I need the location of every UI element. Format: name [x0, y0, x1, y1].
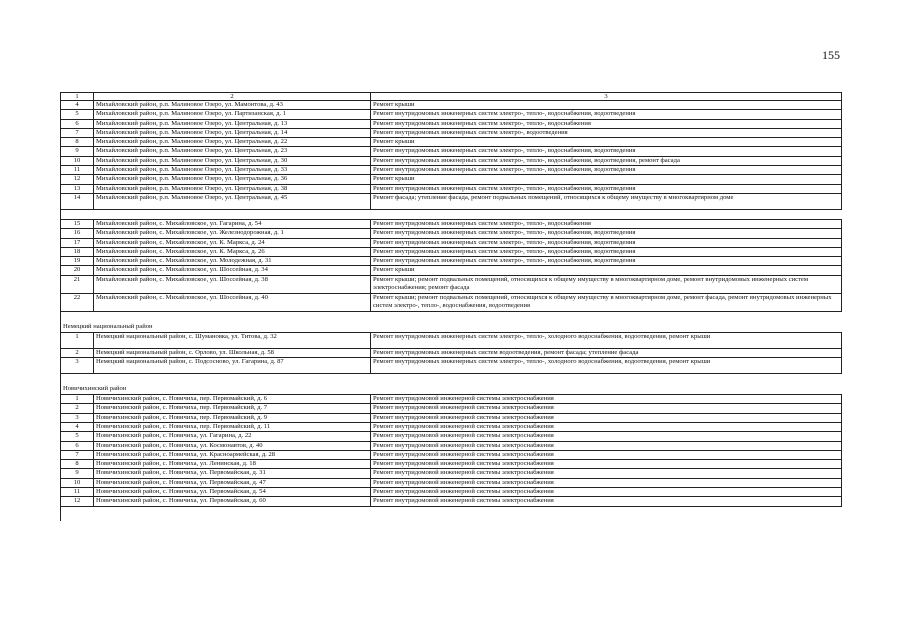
row-work-type: Ремонт крыши [371, 101, 842, 110]
row-number: 18 [61, 247, 94, 256]
row-address: Новичихинский район, с. Новичиха, ул. Первомайская, д. 31 [94, 469, 371, 478]
table-row [61, 275, 842, 293]
row-work-type: Ремонт внутридомовой инженерной системы электроснабжения [371, 441, 842, 450]
table-row [61, 358, 842, 374]
row-address: Новичихинский район, с. Новичиха, ул. Первомайская, д. 47 [94, 478, 371, 487]
row-address: Новичихинский район, с. Новичиха, пер. Первомайский, д. 9 [94, 413, 371, 422]
row-work-type: Ремонт внутридомовой инженерной системы электроснабжения [371, 404, 842, 413]
row-address: Новичихинский район, с. Новичиха, пер. Первомайский, д. 7 [94, 404, 371, 413]
row-number: 11 [61, 488, 94, 497]
row-number: 15 [61, 219, 94, 228]
row-work-type: Ремонт внутридомовой инженерной системы электроснабжения [371, 460, 842, 469]
table-row [61, 432, 842, 441]
table-row [61, 247, 842, 256]
table-row [61, 110, 842, 119]
table-row [61, 219, 842, 228]
table-row [61, 460, 842, 469]
table-header-row [61, 93, 842, 101]
table-row [61, 138, 842, 147]
row-address: Новичихинский район, с. Новичиха, пер. Первомайский, д. 6 [94, 395, 371, 404]
row-address: Новичихинский район, с. Новичиха, ул. Красноармейская, д. 28 [94, 450, 371, 459]
row-address: Михайловский район, с. Михайловское, ул. К. Маркса, д. 24 [94, 238, 371, 247]
table-row [61, 229, 842, 238]
row-work-type: Ремонт внутридомовых инженерных систем электро-, тепло-, водоснабжения, водоотведения [371, 257, 842, 266]
row-number: 9 [61, 469, 94, 478]
row-address: Михайловский район, р.п. Малиновое Озеро, ул. Центральная, д. 22 [94, 138, 371, 147]
row-number: 20 [61, 266, 94, 275]
row-number: 4 [61, 101, 94, 110]
row-number: 10 [61, 156, 94, 165]
row-work-type: Ремонт внутридомовой инженерной системы электроснабжения [371, 488, 842, 497]
row-gap [61, 209, 842, 219]
document-sheet [60, 92, 841, 521]
row-address: Новичихинский район, с. Новичиха, ул. Космонавтов, д. 40 [94, 441, 371, 450]
table-row [61, 395, 842, 404]
header-cell-work: 3 [371, 93, 842, 101]
row-address: Новичихинский район, с. Новичиха, пер. Первомайский, д. 11 [94, 422, 371, 431]
row-address: Немецкий национальный район, с. Шумановка, ул. Титова, д. 32 [94, 332, 371, 348]
row-number: 6 [61, 119, 94, 128]
row-work-type: Ремонт внутридомовых инженерных систем электро-, тепло-, холодного водоснабжения, водоотведения, ремонт крыши [371, 332, 842, 348]
table-row [61, 441, 842, 450]
row-address: Михайловский район, р.п. Малиновое Озеро, ул. Центральная, д. 33 [94, 166, 371, 175]
table-row [61, 166, 842, 175]
row-work-type: Ремонт внутридомовых инженерных систем электро-, тепло-, водоснабжения, водоотведения, ремонт фасада [371, 156, 842, 165]
table-row [61, 332, 842, 348]
row-number: 8 [61, 138, 94, 147]
region-heading-row [61, 383, 842, 395]
region-heading-row [61, 321, 842, 333]
spacer-cell [61, 311, 842, 321]
region-heading: Новичихинский район [61, 383, 842, 395]
row-number: 7 [61, 450, 94, 459]
row-number: 13 [61, 184, 94, 193]
row-work-type: Ремонт крыши; ремонт подвальных помещений, относящихся к общему имуществу в многоквартирном доме, ремонт внутридомовых инженерных систем электроснабжения; ремонт фасада [371, 275, 842, 293]
row-address: Михайловский район, р.п. Малиновое Озеро, ул. Центральная, д. 38 [94, 184, 371, 193]
row-work-type: Ремонт внутридомовых инженерных систем электро-, тепло-, водоснабжения, водоотведения [371, 229, 842, 238]
row-address: Михайловский район, с. Михайловское, ул. Шоссейная, д. 38 [94, 275, 371, 293]
table-row [61, 184, 842, 193]
table-row [61, 469, 842, 478]
row-number: 4 [61, 422, 94, 431]
row-number: 1 [61, 332, 94, 348]
table-row [61, 422, 842, 431]
row-work-type: Ремонт внутридомовой инженерной системы электроснабжения [371, 497, 842, 506]
table-row [61, 478, 842, 487]
row-work-type: Ремонт внутридомовых инженерных систем электро-, тепло-, водоснабжения, водоотведения [371, 238, 842, 247]
row-address: Немецкий национальный район, с. Орлово, ул. Школьная, д. 58 [94, 348, 371, 357]
row-address: Новичихинский район, с. Новичиха, ул. Гагарина, д. 22 [94, 432, 371, 441]
row-number: 1 [61, 395, 94, 404]
row-work-type: Ремонт внутридомовой инженерной системы электроснабжения [371, 450, 842, 459]
table-row [61, 450, 842, 459]
header-cell-address: 2 [94, 93, 371, 101]
row-gap-cell [61, 209, 842, 219]
row-address: Михайловский район, с. Михайловское, ул. Шоссейная, д. 40 [94, 293, 371, 311]
spacer-cell [61, 374, 842, 384]
table-row [61, 266, 842, 275]
row-work-type: Ремонт внутридомовой инженерной системы электроснабжения [371, 478, 842, 487]
table-row [61, 293, 842, 311]
row-number: 7 [61, 128, 94, 137]
row-number: 3 [61, 358, 94, 374]
row-address: Михайловский район, р.п. Малиновое Озеро, ул. Центральная, д. 45 [94, 193, 371, 209]
table-tail [61, 506, 842, 521]
row-work-type: Ремонт внутридомовых инженерных систем электро-, тепло-, водоснабжения, водоотведения [371, 166, 842, 175]
header-cell-number: 1 [61, 93, 94, 101]
table-row [61, 488, 842, 497]
row-number: 12 [61, 175, 94, 184]
row-work-type: Ремонт внутридомовых инженерных систем водоотведения, ремонт фасада; утепление фасада [371, 348, 842, 357]
row-work-type: Ремонт внутридомовых инженерных систем электро-, тепло-, водоснабжения, водоотведения [371, 110, 842, 119]
row-work-type: Ремонт внутридомовой инженерной системы электроснабжения [371, 422, 842, 431]
row-number: 14 [61, 193, 94, 209]
region-heading: Немецкий национальный район [61, 321, 842, 333]
row-address: Михайловский район, с. Михайловское, ул. Молодежная, д. 31 [94, 257, 371, 266]
row-work-type: Ремонт внутридомовых инженерных систем электро-, водоотведения [371, 128, 842, 137]
row-work-type: Ремонт внутридомовых инженерных систем электро-, тепло-, водоснабжения, водоотведения [371, 184, 842, 193]
row-work-type: Ремонт внутридомовых инженерных систем электро-, тепло-, водоснабжения, водоотведения [371, 147, 842, 156]
row-work-type: Ремонт внутридомовых инженерных систем электро-, тепло-, водоснабжения [371, 219, 842, 228]
row-work-type: Ремонт внутридомовых инженерных систем электро-, тепло-, холодного водоснабжения, водоотведения, ремонт крыши [371, 358, 842, 374]
table-row [61, 413, 842, 422]
row-number: 2 [61, 348, 94, 357]
row-address: Михайловский район, с. Михайловское, ул. К. Маркса, д. 26 [94, 247, 371, 256]
row-number: 9 [61, 147, 94, 156]
row-address: Новичихинский район, с. Новичиха, ул. Первомайская, д. 60 [94, 497, 371, 506]
row-address: Михайловский район, р.п. Малиновое Озеро, ул. Мамонтова, д. 43 [94, 101, 371, 110]
table-row [61, 348, 842, 357]
row-address: Михайловский район, с. Михайловское, ул. Гагарина, д. 54 [94, 219, 371, 228]
table-row [61, 497, 842, 506]
table-row [61, 175, 842, 184]
row-address: Михайловский район, р.п. Малиновое Озеро, ул. Партизанская, д. 1 [94, 110, 371, 119]
row-address: Михайловский район, р.п. Малиновое Озеро, ул. Центральная, д. 36 [94, 175, 371, 184]
row-work-type: Ремонт внутридомовой инженерной системы электроснабжения [371, 469, 842, 478]
row-work-type: Ремонт внутридомовых инженерных систем электро-, тепло-, водоснабжения [371, 119, 842, 128]
section-spacer [61, 374, 842, 384]
row-address: Михайловский район, р.п. Малиновое Озеро, ул. Центральная, д. 13 [94, 119, 371, 128]
section-spacer [61, 311, 842, 321]
table-row [61, 193, 842, 209]
table-row [61, 147, 842, 156]
table-row [61, 128, 842, 137]
repair-program-table [60, 92, 842, 521]
row-address: Михайловский район, с. Михайловское, ул. Шоссейная, д. 34 [94, 266, 371, 275]
page-number: 155 [822, 48, 840, 62]
row-address: Михайловский район, р.п. Малиновое Озеро, ул. Центральная, д. 30 [94, 156, 371, 165]
row-number: 3 [61, 413, 94, 422]
row-number: 5 [61, 432, 94, 441]
row-work-type: Ремонт внутридомовой инженерной системы электроснабжения [371, 413, 842, 422]
row-work-type: Ремонт внутридомовой инженерной системы электроснабжения [371, 432, 842, 441]
row-number: 2 [61, 404, 94, 413]
row-number: 16 [61, 229, 94, 238]
row-address: Михайловский район, с. Михайловское, ул. Железнодорожная, д. 1 [94, 229, 371, 238]
row-work-type: Ремонт крыши; ремонт подвальных помещений, относящихся к общему имуществу в многоквартирном доме, ремонт фасада, ремонт внутридомовых инженерных систем электро-, тепло-, водоснабжения, водоотведения [371, 293, 842, 311]
row-number: 19 [61, 257, 94, 266]
row-work-type: Ремонт внутридомовых инженерных систем электро-, тепло-, водоснабжения, водоотведения [371, 247, 842, 256]
row-number: 6 [61, 441, 94, 450]
row-address: Немецкий национальный район, с. Подсосново, ул. Гагарина, д. 87 [94, 358, 371, 374]
row-address: Новичихинский район, с. Новичиха, ул. Ленинская, д. 18 [94, 460, 371, 469]
row-number: 11 [61, 166, 94, 175]
row-work-type: Ремонт фасада; утепление фасада, ремонт подвальных помещений, относящихся к общему имуществу в многоквартирном доме [371, 193, 842, 209]
row-work-type: Ремонт крыши [371, 138, 842, 147]
row-number: 17 [61, 238, 94, 247]
table-row [61, 101, 842, 110]
table-tail-cell [61, 506, 842, 521]
row-number: 8 [61, 460, 94, 469]
table-row [61, 404, 842, 413]
table-row [61, 257, 842, 266]
row-address: Новичихинский район, с. Новичиха, ул. Первомайская, д. 54 [94, 488, 371, 497]
row-work-type: Ремонт крыши [371, 266, 842, 275]
row-number: 22 [61, 293, 94, 311]
table-row [61, 156, 842, 165]
row-number: 12 [61, 497, 94, 506]
row-number: 10 [61, 478, 94, 487]
table-row [61, 238, 842, 247]
row-work-type: Ремонт внутридомовой инженерной системы электроснабжения [371, 395, 842, 404]
table-row [61, 119, 842, 128]
row-number: 21 [61, 275, 94, 293]
row-work-type: Ремонт крыши [371, 175, 842, 184]
row-address: Михайловский район, р.п. Малиновое Озеро, ул. Центральная, д. 14 [94, 128, 371, 137]
row-number: 5 [61, 110, 94, 119]
row-address: Михайловский район, р.п. Малиновое Озеро, ул. Центральная, д. 23 [94, 147, 371, 156]
